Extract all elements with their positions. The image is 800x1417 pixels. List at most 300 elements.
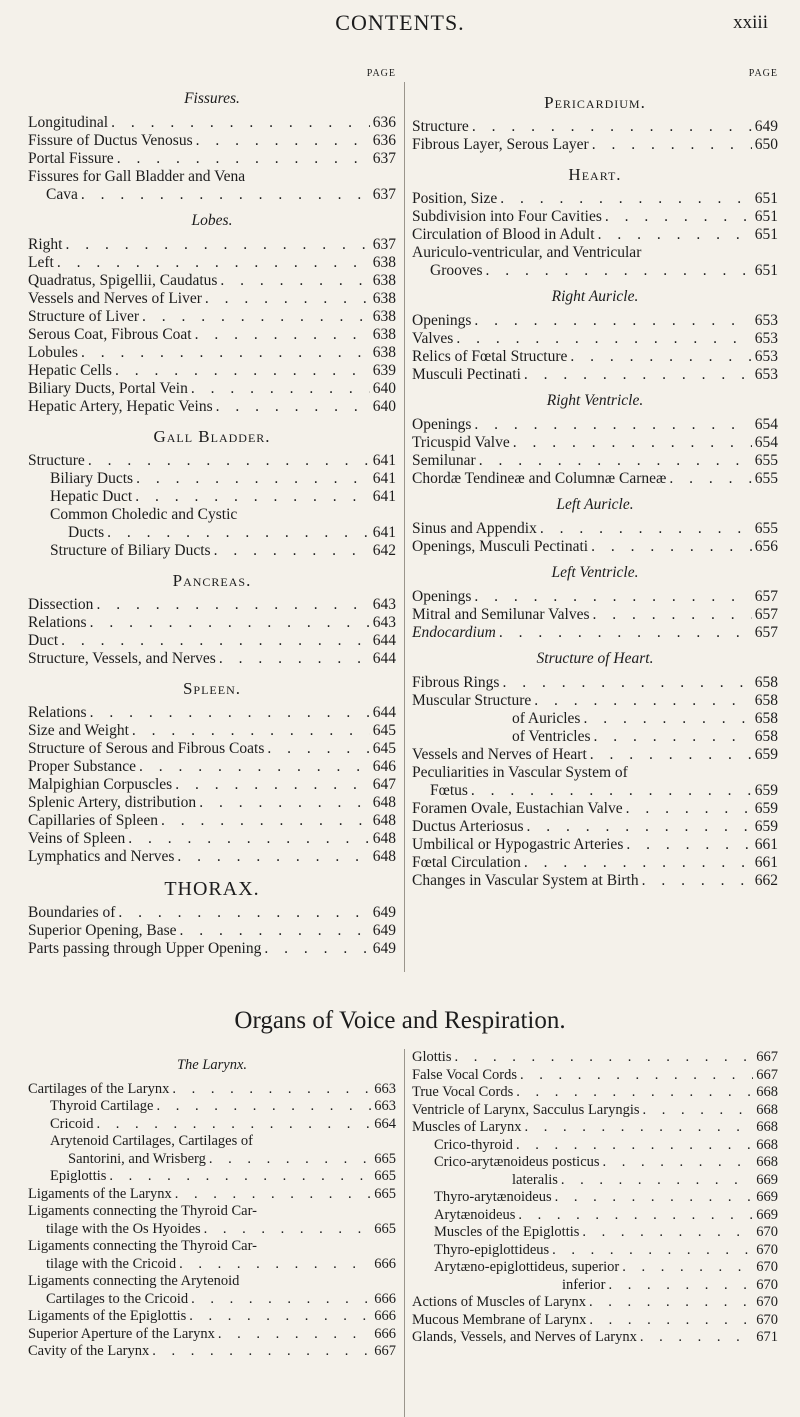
entry-label: Cartilages to the Cricoid: [46, 1290, 189, 1307]
leader-dots: [486, 262, 752, 280]
page-column-label: PAGE: [366, 68, 396, 79]
entry-label: Biliary Ducts, Portal Vein: [28, 380, 188, 397]
page-column-label: PAGE: [748, 68, 778, 79]
leader-dots: [593, 606, 752, 624]
entry-page: 639: [372, 362, 396, 379]
toc-entry: [412, 800, 778, 818]
leader-dots: [513, 434, 752, 452]
entry-page: 641: [372, 488, 396, 505]
entry-page: 640: [372, 398, 396, 415]
entry-label: Circulation of Blood in Adult: [412, 226, 595, 243]
entry-label: Changes in Vascular System at Birth: [412, 872, 639, 889]
leader-dots: [598, 226, 752, 244]
entry-page: 636: [372, 132, 396, 149]
subsection-heading: Lobes.: [191, 212, 233, 229]
leader-dots: [267, 740, 369, 758]
entry-page: 644: [372, 632, 396, 649]
leader-dots: [117, 150, 370, 168]
subsection-heading: Pericardium.: [544, 93, 646, 112]
entry-label: False Vocal Cords: [412, 1066, 517, 1083]
leader-dots: [96, 596, 369, 614]
entry-page: 638: [372, 290, 396, 307]
entry-page: 653: [754, 366, 778, 383]
leader-dots: [118, 904, 369, 922]
toc-entry: [28, 776, 396, 794]
leader-dots: [81, 186, 370, 204]
toc-entry: [412, 538, 778, 556]
leader-dots: [534, 692, 752, 710]
entry-page: 638: [372, 254, 396, 271]
entry-label: Mitral and Semilunar Valves: [412, 606, 590, 623]
toc-entry: [28, 326, 396, 344]
entry-label: Endocardium: [412, 624, 496, 641]
toc-entry: [28, 272, 396, 290]
leader-dots: [502, 674, 751, 692]
leader-dots: [527, 818, 752, 836]
entry-page: 649: [372, 904, 396, 921]
toc-entry: [412, 434, 778, 452]
entry-label: Ligaments connecting the Thyroid Car-: [28, 1238, 257, 1254]
leader-dots: [205, 290, 370, 308]
leader-dots: [142, 308, 370, 326]
entry-label: tilage with the Cricoid: [46, 1255, 177, 1272]
entry-page: 654: [754, 416, 778, 433]
entry-page: 649: [372, 922, 396, 939]
entry-label: Hepatic Cells: [28, 362, 112, 379]
entry-label: Structure: [28, 452, 85, 469]
toc-entry: [412, 208, 778, 226]
entry-page: 669: [756, 1171, 778, 1188]
leader-dots: [175, 776, 370, 794]
leader-dots: [204, 1221, 372, 1239]
entry-page: 668: [756, 1084, 778, 1100]
entry-label: Structure of Liver: [28, 308, 140, 325]
entry-page: 643: [372, 614, 396, 631]
entry-label: Lobules: [28, 344, 78, 361]
toc-entry: [412, 872, 778, 890]
toc-entry: [412, 226, 778, 244]
leader-dots: [135, 488, 370, 506]
toc-entry: [412, 1207, 778, 1225]
toc-entry: [28, 1168, 396, 1186]
entry-page: 651: [754, 262, 778, 279]
leader-dots: [589, 1294, 753, 1312]
toc-entry: [28, 848, 396, 866]
toc-entry: [28, 1098, 396, 1116]
leader-dots: [209, 1151, 371, 1169]
leader-dots: [454, 1049, 753, 1067]
toc-entry: [412, 674, 778, 692]
leader-dots: [593, 728, 751, 746]
entry-label: Arytænoideus: [434, 1206, 516, 1223]
toc-entry: [28, 650, 396, 668]
entry-page: 641: [372, 524, 396, 541]
entry-page: 657: [754, 606, 778, 623]
leader-dots: [218, 1326, 371, 1344]
entry-label: Musculi Pectinati: [412, 366, 521, 383]
toc-entry: [28, 1116, 396, 1134]
leader-dots: [132, 722, 370, 740]
entry-label: Peculiarities in Vascular System of: [412, 764, 628, 781]
entry-label: Openings, Musculi Pectinati: [412, 538, 589, 555]
entry-page: 640: [372, 380, 396, 397]
toc-entry: [412, 854, 778, 872]
toc-entry: [412, 1154, 778, 1172]
entry-label: Structure, Vessels, and Nerves: [28, 650, 216, 667]
toc-entry: [28, 1186, 396, 1204]
toc-entry: [412, 818, 778, 836]
leader-dots: [219, 650, 370, 668]
entry-label: Semilunar: [412, 452, 476, 469]
toc-entry: [28, 632, 396, 650]
toc-entry: [28, 940, 396, 958]
entry-page: 659: [754, 800, 778, 817]
entry-label: Fœtal Circulation: [412, 854, 521, 871]
page-number: xxiii: [733, 12, 768, 33]
entry-page: 666: [374, 1325, 396, 1342]
entry-page: 668: [756, 1154, 778, 1170]
toc-entry: [412, 244, 778, 280]
leader-dots: [65, 236, 369, 254]
toc-entry: [28, 740, 396, 758]
entry-label: Lymphatics and Nerves: [28, 848, 175, 865]
toc-entry: [28, 1326, 396, 1344]
entry-label: Crico-arytænoideus posticus: [434, 1154, 600, 1170]
leader-dots: [525, 1119, 754, 1137]
leader-dots: [156, 1098, 371, 1116]
entry-label: Superior Opening, Base: [28, 922, 177, 939]
entry-page: 663: [374, 1098, 396, 1114]
leader-dots: [583, 710, 751, 728]
entry-page: 644: [372, 704, 396, 721]
leader-dots: [199, 794, 370, 812]
toc-entry: [28, 452, 396, 470]
subsection-heading: Gall Bladder.: [153, 427, 271, 446]
toc-entry: [412, 520, 778, 538]
leader-dots: [90, 614, 370, 632]
entry-page: 666: [374, 1255, 396, 1272]
subsection-heading: Left Auricle.: [556, 496, 634, 513]
entry-page: 658: [754, 692, 778, 709]
entry-page: 661: [754, 854, 778, 871]
toc-entry: [412, 1067, 778, 1085]
toc-entry: [28, 1203, 396, 1238]
leader-dots: [642, 872, 752, 890]
entry-page: 636: [372, 114, 396, 131]
entry-label: Fœtus: [430, 782, 468, 799]
toc-entry: [28, 380, 396, 398]
entry-label: Cavity of the Larynx: [28, 1343, 150, 1359]
entry-label: Cricoid: [50, 1115, 94, 1132]
entry-label: Fissure of Ductus Venosus: [28, 132, 193, 149]
leader-dots: [180, 922, 370, 940]
entry-page: 670: [756, 1259, 778, 1275]
toc-entry: [412, 1084, 778, 1102]
entry-label: Proper Substance: [28, 758, 137, 775]
toc-entry: [28, 758, 396, 776]
leader-dots: [189, 1308, 371, 1326]
entry-label: Relations: [28, 704, 87, 721]
entry-page: 667: [374, 1343, 396, 1359]
entry-page: 666: [374, 1308, 396, 1324]
entry-page: 653: [754, 312, 778, 329]
toc-entry: [412, 764, 778, 800]
entry-label: Sinus and Appendix: [412, 520, 537, 537]
entry-page: 638: [372, 308, 396, 325]
entry-label: Malpighian Corpuscles: [28, 776, 173, 793]
entry-label: Ligaments of the Larynx: [28, 1185, 172, 1202]
right-column-top: [412, 68, 778, 890]
entry-label: Relics of Fœtal Structure: [412, 348, 568, 365]
leader-dots: [474, 588, 751, 606]
entry-page: 666: [374, 1290, 396, 1307]
entry-label: Superior Aperture of the Larynx: [28, 1325, 215, 1342]
leader-dots: [139, 758, 370, 776]
entry-page: 658: [754, 728, 778, 745]
entry-label: Vessels and Nerves of Liver: [28, 290, 202, 307]
toc-entry: [28, 344, 396, 362]
entry-label: Parts passing through Upper Opening: [28, 940, 262, 957]
subsection-heading: Fissures.: [184, 90, 240, 107]
entry-page: 655: [754, 520, 778, 537]
entry-label: Muscular Structure: [412, 692, 532, 709]
toc-entry: [412, 836, 778, 854]
toc-entry: [28, 470, 396, 488]
entry-label: Mucous Membrane of Larynx: [412, 1311, 587, 1328]
leader-dots: [552, 1242, 753, 1260]
toc-entry: [412, 728, 778, 746]
entry-page: 670: [756, 1276, 778, 1293]
entry-page: 653: [754, 348, 778, 365]
leader-dots: [474, 416, 751, 434]
entry-label: Duct: [28, 632, 59, 649]
leader-dots: [582, 1224, 753, 1242]
subsection-heading: Spleen.: [182, 679, 242, 698]
entry-label: Epiglottis: [50, 1168, 107, 1184]
leader-dots: [97, 1116, 372, 1134]
entry-label: Boundaries of: [28, 904, 116, 921]
entry-page: 658: [754, 710, 778, 727]
subsection-heading: Heart.: [568, 165, 622, 184]
left-column-top: [28, 68, 396, 958]
entry-page: 669: [756, 1206, 778, 1223]
entry-label: Ligaments connecting the Arytenoid: [28, 1273, 240, 1289]
entry-label: Santorini, and Wrisberg: [68, 1150, 206, 1167]
leader-dots: [115, 362, 370, 380]
page-header: [0, 10, 800, 44]
toc-entry: [28, 596, 396, 614]
leader-dots: [57, 254, 370, 272]
leader-dots: [669, 470, 751, 488]
toc-entry: [412, 1189, 778, 1207]
leader-dots: [626, 800, 752, 818]
leader-dots: [175, 1186, 372, 1204]
entry-label: Cava: [46, 186, 78, 203]
toc-entry: [28, 488, 396, 506]
toc-entry: [28, 542, 396, 560]
leader-dots: [107, 524, 370, 542]
entry-page: 638: [372, 344, 396, 361]
entry-label: Grooves: [430, 262, 483, 279]
right-column-bottom: [412, 1049, 778, 1347]
entry-page: 667: [756, 1049, 778, 1065]
leader-dots: [555, 1189, 754, 1207]
entry-label: tilage with the Os Hyoides: [46, 1220, 201, 1237]
entry-label: of Auricles: [512, 710, 581, 727]
entry-page: 656: [754, 538, 778, 555]
entry-label: Vessels and Nerves of Heart: [412, 746, 587, 763]
entry-page: 670: [756, 1241, 778, 1258]
entry-label: Actions of Muscles of Larynx: [412, 1294, 586, 1310]
entry-label: Common Choledic and Cystic: [50, 506, 238, 523]
entry-label: Right: [28, 236, 63, 253]
entry-page: 671: [756, 1329, 778, 1345]
entry-label: Capillaries of Spleen: [28, 812, 158, 829]
entry-label: lateralis: [512, 1171, 558, 1188]
entry-label: Hepatic Duct: [50, 488, 133, 505]
toc-entry: [28, 794, 396, 812]
entry-label: Arytenoid Cartilages, Cartilages of: [50, 1133, 253, 1149]
entry-page: 665: [374, 1168, 396, 1184]
entry-page: 641: [372, 452, 396, 469]
leader-dots: [516, 1084, 753, 1102]
toc-entry: [28, 168, 396, 204]
entry-page: 668: [756, 1136, 778, 1153]
leader-dots: [264, 940, 369, 958]
leader-dots: [640, 1329, 753, 1347]
entry-label: Foramen Ovale, Eustachian Valve: [412, 800, 623, 817]
subsection-heading: Pancreas.: [172, 571, 252, 590]
toc-entry: [28, 1308, 396, 1326]
toc-entry: [28, 722, 396, 740]
entry-page: 668: [756, 1119, 778, 1135]
toc-entry: [28, 812, 396, 830]
leader-dots: [214, 542, 370, 560]
entry-page: 648: [372, 830, 396, 847]
entry-label: of Ventricles: [512, 728, 591, 745]
entry-label: Fissures for Gall Bladder and Vena: [28, 168, 246, 185]
leader-dots: [81, 344, 370, 362]
entry-page: 661: [754, 836, 778, 853]
toc-entry: [28, 132, 396, 150]
toc-entry: [28, 830, 396, 848]
left-column-bottom: [28, 1049, 396, 1361]
entry-label: Dissection: [28, 596, 94, 613]
entry-page: 669: [756, 1189, 778, 1205]
toc-entry: [28, 398, 396, 416]
entry-label: Auriculo-ventricular, and Ventricular: [412, 244, 642, 261]
leader-dots: [220, 272, 369, 290]
leader-dots: [177, 848, 369, 866]
entry-label: Splenic Artery, distribution: [28, 794, 197, 811]
leader-dots: [622, 1259, 753, 1277]
entry-label: Ductus Arteriosus: [412, 818, 524, 835]
entry-label: Muscles of the Epiglottis: [434, 1224, 580, 1240]
toc-entry: [412, 692, 778, 710]
entry-label: Portal Fissure: [28, 150, 114, 167]
entry-page: 667: [756, 1066, 778, 1083]
leader-dots: [479, 452, 752, 470]
toc-entry: [412, 366, 778, 384]
toc-entry: [412, 1329, 778, 1347]
entry-page: 657: [754, 588, 778, 605]
leader-dots: [216, 398, 370, 416]
toc-entry: [28, 290, 396, 308]
entry-page: 648: [372, 794, 396, 811]
toc-entry: [28, 150, 396, 168]
toc-entry: [412, 606, 778, 624]
toc-entry: [28, 254, 396, 272]
entry-page: 655: [754, 452, 778, 469]
entry-label: Quadratus, Spigellii, Caudatus: [28, 272, 218, 289]
entry-label: Openings: [412, 416, 472, 433]
toc-entry: [412, 1137, 778, 1155]
entry-label: Valves: [412, 330, 454, 347]
toc-entry: [412, 312, 778, 330]
subsection-heading: Right Auricle.: [551, 288, 639, 305]
entry-label: Thyro-epiglottideus: [434, 1241, 550, 1258]
leader-dots: [520, 1067, 753, 1085]
entry-page: 642: [372, 542, 396, 559]
entry-page: 637: [372, 236, 396, 253]
entry-page: 638: [372, 272, 396, 289]
toc-entry: [28, 704, 396, 722]
leader-dots: [61, 632, 370, 650]
entry-page: 651: [754, 226, 778, 243]
leader-dots: [196, 132, 370, 150]
entry-label: Subdivision into Four Cavities: [412, 208, 602, 225]
leader-dots: [456, 330, 751, 348]
section-title: Organs of Voice and Respiration.: [234, 1007, 566, 1034]
entry-label: Structure of Biliary Ducts: [50, 542, 211, 559]
entry-page: 654: [754, 434, 778, 451]
entry-label: True Vocal Cords: [412, 1084, 514, 1100]
entry-label: Position, Size: [412, 190, 498, 207]
entry-label: Glottis: [412, 1049, 452, 1065]
toc-entry: [412, 190, 778, 208]
toc-entry: [412, 624, 778, 642]
toc-entry: [412, 1119, 778, 1137]
leader-dots: [128, 830, 369, 848]
entry-label: Veins of Spleen: [28, 830, 126, 847]
leader-dots: [592, 136, 752, 154]
column-divider: [404, 82, 405, 972]
entry-label: Structure: [412, 118, 469, 135]
leader-dots: [152, 1343, 371, 1361]
entry-page: 651: [754, 208, 778, 225]
toc-entry: [412, 452, 778, 470]
entry-label: Tricuspid Valve: [412, 434, 510, 451]
entry-page: 650: [754, 136, 778, 153]
entry-label: Size and Weight: [28, 722, 129, 739]
entry-label: Structure of Serous and Fibrous Coats: [28, 740, 265, 757]
toc-entry: [412, 470, 778, 488]
entry-page: 649: [754, 118, 778, 135]
toc-entry: [28, 506, 396, 542]
entry-label: Fibrous Layer, Serous Layer: [412, 136, 589, 153]
leader-dots: [109, 1168, 371, 1186]
entry-page: 653: [754, 330, 778, 347]
toc-entry: [28, 1133, 396, 1168]
toc-entry: [28, 114, 396, 132]
entry-label: Glands, Vessels, and Nerves of Larynx: [412, 1329, 637, 1345]
entry-page: 670: [756, 1294, 778, 1310]
toc-entry: [28, 904, 396, 922]
entry-label: Left: [28, 254, 54, 271]
leader-dots: [518, 1207, 753, 1225]
subsection-heading: Structure of Heart.: [536, 650, 654, 667]
entry-page: 638: [372, 326, 396, 343]
